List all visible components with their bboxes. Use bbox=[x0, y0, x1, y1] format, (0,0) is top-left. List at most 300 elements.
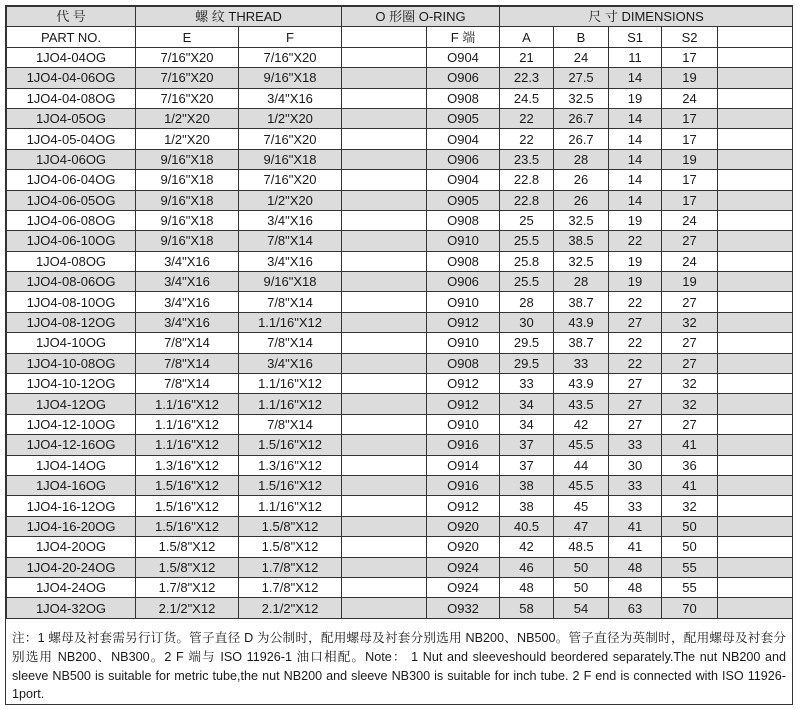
thread-e-cell: 1.7/8"X12 bbox=[136, 577, 239, 597]
dim-b-cell: 32.5 bbox=[554, 88, 609, 108]
part-no-cell: 1JO4-12OG bbox=[7, 394, 136, 414]
thread-f-cell: 1.1/16"X12 bbox=[239, 374, 342, 394]
f-end-cell: O912 bbox=[427, 312, 500, 332]
blank-cell bbox=[718, 190, 793, 210]
blank-cell bbox=[342, 394, 427, 414]
dim-a-cell: 33 bbox=[500, 374, 554, 394]
table-row bbox=[7, 435, 793, 455]
dim-s2-cell: 32 bbox=[662, 312, 718, 332]
dim-b-cell: 26.7 bbox=[554, 129, 609, 149]
dim-b-cell: 24 bbox=[554, 47, 609, 67]
thread-e-cell: 7/16"X20 bbox=[136, 68, 239, 88]
dim-s1-cell: 19 bbox=[609, 210, 662, 230]
thread-f-cell: 1.3/16"X12 bbox=[239, 455, 342, 475]
blank-cell bbox=[342, 537, 427, 557]
f-end-cell: O905 bbox=[427, 190, 500, 210]
table-row bbox=[7, 353, 793, 373]
table-row bbox=[7, 496, 793, 516]
spec-sheet bbox=[5, 5, 793, 705]
dim-s2-cell: 70 bbox=[662, 598, 718, 618]
dim-s1-cell: 48 bbox=[609, 557, 662, 577]
dim-s2-cell: 17 bbox=[662, 129, 718, 149]
part-no-cell: 1JO4-04-06OG bbox=[7, 68, 136, 88]
part-no-cell: 1JO4-12-10OG bbox=[7, 414, 136, 434]
table-row bbox=[7, 251, 793, 271]
dim-b-cell: 45.5 bbox=[554, 435, 609, 455]
thread-e-cell: 1/2"X20 bbox=[136, 129, 239, 149]
dim-s1-cell: 30 bbox=[609, 455, 662, 475]
part-no-cell: 1JO4-14OG bbox=[7, 455, 136, 475]
table-row bbox=[7, 414, 793, 434]
part-no-cell: 1JO4-24OG bbox=[7, 577, 136, 597]
dim-s1-cell: 22 bbox=[609, 333, 662, 353]
dim-a-cell: 46 bbox=[500, 557, 554, 577]
thread-f-cell: 7/16"X20 bbox=[239, 170, 342, 190]
table-row bbox=[7, 190, 793, 210]
dim-s1-cell: 48 bbox=[609, 577, 662, 597]
blank-cell bbox=[342, 353, 427, 373]
part-no-cell: 1JO4-16OG bbox=[7, 475, 136, 495]
header-part-no: PART NO. bbox=[7, 27, 136, 47]
thread-f-cell: 1/2"X20 bbox=[239, 108, 342, 128]
thread-e-cell: 1/2"X20 bbox=[136, 108, 239, 128]
part-no-cell: 1JO4-05-04OG bbox=[7, 129, 136, 149]
dim-s2-cell: 41 bbox=[662, 435, 718, 455]
blank-cell bbox=[718, 496, 793, 516]
thread-e-cell: 3/4"X16 bbox=[136, 292, 239, 312]
thread-f-cell: 1.7/8"X12 bbox=[239, 557, 342, 577]
dim-s1-cell: 14 bbox=[609, 190, 662, 210]
thread-e-cell: 3/4"X16 bbox=[136, 272, 239, 292]
part-no-cell: 1JO4-16-20OG bbox=[7, 516, 136, 536]
dim-a-cell: 22 bbox=[500, 129, 554, 149]
blank-cell bbox=[342, 374, 427, 394]
table-row bbox=[7, 47, 793, 67]
blank-cell bbox=[718, 577, 793, 597]
dim-s1-cell: 19 bbox=[609, 251, 662, 271]
dim-b-cell: 32.5 bbox=[554, 210, 609, 230]
thread-e-cell: 7/8"X14 bbox=[136, 374, 239, 394]
thread-f-cell: 1.1/16"X12 bbox=[239, 394, 342, 414]
dim-s2-cell: 50 bbox=[662, 537, 718, 557]
blank-cell bbox=[718, 129, 793, 149]
dim-a-cell: 22.8 bbox=[500, 190, 554, 210]
thread-f-cell: 1.1/16"X12 bbox=[239, 496, 342, 516]
blank-cell bbox=[718, 88, 793, 108]
dim-b-cell: 26.7 bbox=[554, 108, 609, 128]
dim-s2-cell: 19 bbox=[662, 68, 718, 88]
dim-a-cell: 29.5 bbox=[500, 333, 554, 353]
dim-s1-cell: 27 bbox=[609, 374, 662, 394]
f-end-cell: O908 bbox=[427, 251, 500, 271]
blank-cell bbox=[718, 292, 793, 312]
dim-b-cell: 43.5 bbox=[554, 394, 609, 414]
dim-a-cell: 58 bbox=[500, 598, 554, 618]
blank-cell bbox=[342, 414, 427, 434]
blank-cell bbox=[342, 577, 427, 597]
thread-e-cell: 1.3/16"X12 bbox=[136, 455, 239, 475]
thread-e-cell: 1.5/16"X12 bbox=[136, 475, 239, 495]
part-no-cell: 1JO4-20-24OG bbox=[7, 557, 136, 577]
blank-cell bbox=[342, 292, 427, 312]
dim-s2-cell: 24 bbox=[662, 251, 718, 271]
f-end-cell: O908 bbox=[427, 88, 500, 108]
dim-a-cell: 22.3 bbox=[500, 68, 554, 88]
thread-f-cell: 3/4"X16 bbox=[239, 251, 342, 271]
dim-s1-cell: 14 bbox=[609, 68, 662, 88]
blank-cell bbox=[342, 557, 427, 577]
dim-b-cell: 48.5 bbox=[554, 537, 609, 557]
table-row bbox=[7, 108, 793, 128]
table-row bbox=[7, 129, 793, 149]
thread-f-cell: 1.7/8"X12 bbox=[239, 577, 342, 597]
dim-s1-cell: 33 bbox=[609, 475, 662, 495]
table-row bbox=[7, 598, 793, 618]
thread-f-cell: 1/2"X20 bbox=[239, 190, 342, 210]
dim-a-cell: 25.5 bbox=[500, 231, 554, 251]
blank-cell bbox=[342, 455, 427, 475]
blank-cell bbox=[342, 272, 427, 292]
part-no-cell: 1JO4-20OG bbox=[7, 537, 136, 557]
dim-s2-cell: 24 bbox=[662, 88, 718, 108]
dim-b-cell: 45 bbox=[554, 496, 609, 516]
dim-s1-cell: 22 bbox=[609, 292, 662, 312]
dim-a-cell: 23.5 bbox=[500, 149, 554, 169]
f-end-cell: O932 bbox=[427, 598, 500, 618]
blank-cell bbox=[342, 435, 427, 455]
table-row bbox=[7, 537, 793, 557]
dim-s1-cell: 22 bbox=[609, 231, 662, 251]
blank-cell bbox=[718, 557, 793, 577]
thread-e-cell: 7/16"X20 bbox=[136, 88, 239, 108]
dim-a-cell: 25 bbox=[500, 210, 554, 230]
thread-e-cell: 9/16"X18 bbox=[136, 231, 239, 251]
thread-e-cell: 3/4"X16 bbox=[136, 251, 239, 271]
table-row bbox=[7, 394, 793, 414]
header-blank bbox=[342, 27, 427, 47]
dim-a-cell: 42 bbox=[500, 537, 554, 557]
dim-s2-cell: 17 bbox=[662, 170, 718, 190]
part-no-cell: 1JO4-12-16OG bbox=[7, 435, 136, 455]
part-no-cell: 1JO4-06-04OG bbox=[7, 170, 136, 190]
table-row bbox=[7, 149, 793, 169]
table-row bbox=[7, 333, 793, 353]
table-row bbox=[7, 516, 793, 536]
dim-a-cell: 38 bbox=[500, 475, 554, 495]
blank-cell bbox=[342, 190, 427, 210]
dim-s2-cell: 27 bbox=[662, 231, 718, 251]
dim-b-cell: 26 bbox=[554, 190, 609, 210]
blank-cell bbox=[342, 475, 427, 495]
dim-a-cell: 34 bbox=[500, 394, 554, 414]
dim-s1-cell: 14 bbox=[609, 108, 662, 128]
blank-cell bbox=[342, 496, 427, 516]
dim-a-cell: 29.5 bbox=[500, 353, 554, 373]
header-a: A bbox=[500, 27, 554, 47]
dim-s1-cell: 22 bbox=[609, 353, 662, 373]
thread-e-cell: 2.1/2"X12 bbox=[136, 598, 239, 618]
f-end-cell: O914 bbox=[427, 455, 500, 475]
f-end-cell: O912 bbox=[427, 496, 500, 516]
table-row bbox=[7, 231, 793, 251]
thread-f-cell: 3/4"X16 bbox=[239, 210, 342, 230]
header-e: E bbox=[136, 27, 239, 47]
f-end-cell: O910 bbox=[427, 231, 500, 251]
table-row bbox=[7, 374, 793, 394]
dim-b-cell: 45.5 bbox=[554, 475, 609, 495]
part-no-cell: 1JO4-10-08OG bbox=[7, 353, 136, 373]
dim-b-cell: 32.5 bbox=[554, 251, 609, 271]
header-b: B bbox=[554, 27, 609, 47]
part-no-cell: 1JO4-06-10OG bbox=[7, 231, 136, 251]
part-no-cell: 1JO4-16-12OG bbox=[7, 496, 136, 516]
part-no-cell: 1JO4-04-08OG bbox=[7, 88, 136, 108]
blank-cell bbox=[342, 149, 427, 169]
blank-cell bbox=[718, 108, 793, 128]
dim-s1-cell: 33 bbox=[609, 435, 662, 455]
thread-e-cell: 1.5/8"X12 bbox=[136, 537, 239, 557]
blank-cell bbox=[718, 312, 793, 332]
blank-cell bbox=[718, 598, 793, 618]
table-row bbox=[7, 577, 793, 597]
f-end-cell: O910 bbox=[427, 333, 500, 353]
thread-f-cell: 7/8"X14 bbox=[239, 414, 342, 434]
blank-cell bbox=[718, 251, 793, 271]
dim-s2-cell: 32 bbox=[662, 374, 718, 394]
header-f: F bbox=[239, 27, 342, 47]
dim-s2-cell: 55 bbox=[662, 557, 718, 577]
part-no-cell: 1JO4-10OG bbox=[7, 333, 136, 353]
table-row bbox=[7, 455, 793, 475]
thread-e-cell: 3/4"X16 bbox=[136, 312, 239, 332]
blank-cell bbox=[718, 394, 793, 414]
blank-cell bbox=[342, 312, 427, 332]
dim-b-cell: 26 bbox=[554, 170, 609, 190]
dim-a-cell: 34 bbox=[500, 414, 554, 434]
dimensions-table bbox=[6, 6, 793, 619]
part-no-cell: 1JO4-05OG bbox=[7, 108, 136, 128]
header-oring: O 形圈 O-RING bbox=[342, 7, 500, 27]
blank-cell bbox=[718, 231, 793, 251]
header-s1: S1 bbox=[609, 27, 662, 47]
thread-e-cell: 9/16"X18 bbox=[136, 170, 239, 190]
dim-s2-cell: 32 bbox=[662, 394, 718, 414]
dim-b-cell: 54 bbox=[554, 598, 609, 618]
dim-a-cell: 22.8 bbox=[500, 170, 554, 190]
dim-b-cell: 47 bbox=[554, 516, 609, 536]
f-end-cell: O916 bbox=[427, 435, 500, 455]
dim-s2-cell: 50 bbox=[662, 516, 718, 536]
blank-cell bbox=[342, 333, 427, 353]
blank-cell bbox=[718, 353, 793, 373]
header-row-top bbox=[7, 7, 793, 27]
dim-b-cell: 44 bbox=[554, 455, 609, 475]
f-end-cell: O924 bbox=[427, 557, 500, 577]
dim-s2-cell: 27 bbox=[662, 333, 718, 353]
thread-e-cell: 9/16"X18 bbox=[136, 149, 239, 169]
dim-b-cell: 50 bbox=[554, 557, 609, 577]
footnote: 注：1 螺母及衬套需另行订货。管子直径 D 为公制时，配用螺母及衬套分别选用 NB200、NB500。管子直径为英制时，配用螺母及衬套分别选用 NB200、NB300。2 F 端与 ISO 11926-1 油口相配。Note： 1 Nut and sleeveshould beordered separately.The nut NB200 and sleeve NB500 is suitable for metric tube,the nut NB200 and sleeve NB300 is suitable for inch tube. 2 F end is connected with ISO 11926-1port. bbox=[12, 631, 786, 702]
header-blank bbox=[718, 27, 793, 47]
f-end-cell: O910 bbox=[427, 414, 500, 434]
table-row bbox=[7, 170, 793, 190]
dim-s2-cell: 17 bbox=[662, 190, 718, 210]
table-row bbox=[7, 88, 793, 108]
blank-cell bbox=[342, 210, 427, 230]
blank-cell bbox=[718, 537, 793, 557]
dim-s2-cell: 24 bbox=[662, 210, 718, 230]
thread-f-cell: 3/4"X16 bbox=[239, 353, 342, 373]
dim-s1-cell: 33 bbox=[609, 496, 662, 516]
thread-f-cell: 1.5/16"X12 bbox=[239, 435, 342, 455]
dim-s1-cell: 19 bbox=[609, 88, 662, 108]
dim-s2-cell: 55 bbox=[662, 577, 718, 597]
header-dimensions: 尺 寸 DIMENSIONS bbox=[500, 7, 793, 27]
dim-s1-cell: 63 bbox=[609, 598, 662, 618]
thread-e-cell: 1.1/16"X12 bbox=[136, 414, 239, 434]
thread-f-cell: 1.5/16"X12 bbox=[239, 475, 342, 495]
dim-s2-cell: 19 bbox=[662, 149, 718, 169]
blank-cell bbox=[342, 231, 427, 251]
thread-e-cell: 1.5/16"X12 bbox=[136, 496, 239, 516]
dim-a-cell: 38 bbox=[500, 496, 554, 516]
blank-cell bbox=[342, 516, 427, 536]
part-no-cell: 1JO4-10-12OG bbox=[7, 374, 136, 394]
dim-b-cell: 33 bbox=[554, 353, 609, 373]
blank-cell bbox=[718, 272, 793, 292]
part-no-cell: 1JO4-08-12OG bbox=[7, 312, 136, 332]
blank-cell bbox=[718, 333, 793, 353]
dim-a-cell: 22 bbox=[500, 108, 554, 128]
f-end-cell: O912 bbox=[427, 394, 500, 414]
thread-e-cell: 9/16"X18 bbox=[136, 210, 239, 230]
part-no-cell: 1JO4-08-10OG bbox=[7, 292, 136, 312]
dim-s1-cell: 27 bbox=[609, 394, 662, 414]
dim-s2-cell: 32 bbox=[662, 496, 718, 516]
dim-a-cell: 24.5 bbox=[500, 88, 554, 108]
f-end-cell: O920 bbox=[427, 537, 500, 557]
dim-s1-cell: 27 bbox=[609, 312, 662, 332]
dim-b-cell: 50 bbox=[554, 577, 609, 597]
dim-s1-cell: 14 bbox=[609, 149, 662, 169]
table-row bbox=[7, 292, 793, 312]
dim-b-cell: 38.5 bbox=[554, 231, 609, 251]
thread-f-cell: 3/4"X16 bbox=[239, 88, 342, 108]
header-thread: 螺 纹 THREAD bbox=[136, 7, 342, 27]
dim-s1-cell: 14 bbox=[609, 129, 662, 149]
dim-a-cell: 21 bbox=[500, 47, 554, 67]
dim-a-cell: 25.8 bbox=[500, 251, 554, 271]
dim-s1-cell: 27 bbox=[609, 414, 662, 434]
thread-e-cell: 1.5/8"X12 bbox=[136, 557, 239, 577]
thread-f-cell: 1.5/8"X12 bbox=[239, 537, 342, 557]
thread-e-cell: 1.1/16"X12 bbox=[136, 435, 239, 455]
dim-s2-cell: 27 bbox=[662, 414, 718, 434]
dim-s1-cell: 11 bbox=[609, 47, 662, 67]
f-end-cell: O905 bbox=[427, 108, 500, 128]
blank-cell bbox=[718, 210, 793, 230]
f-end-cell: O904 bbox=[427, 47, 500, 67]
f-end-cell: O916 bbox=[427, 475, 500, 495]
dim-s2-cell: 27 bbox=[662, 292, 718, 312]
thread-e-cell: 7/8"X14 bbox=[136, 353, 239, 373]
blank-cell bbox=[342, 598, 427, 618]
header-row-sub bbox=[7, 27, 793, 47]
dim-a-cell: 25.5 bbox=[500, 272, 554, 292]
blank-cell bbox=[342, 68, 427, 88]
thread-f-cell: 7/8"X14 bbox=[239, 333, 342, 353]
dim-s2-cell: 36 bbox=[662, 455, 718, 475]
dim-b-cell: 38.7 bbox=[554, 333, 609, 353]
f-end-cell: O906 bbox=[427, 68, 500, 88]
blank-cell bbox=[718, 374, 793, 394]
f-end-cell: O904 bbox=[427, 170, 500, 190]
dim-s2-cell: 19 bbox=[662, 272, 718, 292]
blank-cell bbox=[342, 108, 427, 128]
blank-cell bbox=[718, 414, 793, 434]
table-row bbox=[7, 272, 793, 292]
thread-e-cell: 7/8"X14 bbox=[136, 333, 239, 353]
thread-e-cell: 1.1/16"X12 bbox=[136, 394, 239, 414]
thread-f-cell: 1.1/16"X12 bbox=[239, 312, 342, 332]
dim-s2-cell: 27 bbox=[662, 353, 718, 373]
dim-a-cell: 37 bbox=[500, 435, 554, 455]
table-row bbox=[7, 312, 793, 332]
dim-a-cell: 40.5 bbox=[500, 516, 554, 536]
dim-b-cell: 38.7 bbox=[554, 292, 609, 312]
f-end-cell: O924 bbox=[427, 577, 500, 597]
dim-s1-cell: 19 bbox=[609, 272, 662, 292]
f-end-cell: O908 bbox=[427, 210, 500, 230]
thread-f-cell: 9/16"X18 bbox=[239, 272, 342, 292]
table-row bbox=[7, 475, 793, 495]
dim-a-cell: 48 bbox=[500, 577, 554, 597]
blank-cell bbox=[718, 435, 793, 455]
blank-cell bbox=[342, 170, 427, 190]
blank-cell bbox=[718, 516, 793, 536]
header-s2: S2 bbox=[662, 27, 718, 47]
thread-f-cell: 9/16"X18 bbox=[239, 149, 342, 169]
dim-a-cell: 30 bbox=[500, 312, 554, 332]
table-row bbox=[7, 557, 793, 577]
thread-f-cell: 7/16"X20 bbox=[239, 129, 342, 149]
table-row bbox=[7, 68, 793, 88]
blank-cell bbox=[718, 68, 793, 88]
part-no-cell: 1JO4-32OG bbox=[7, 598, 136, 618]
f-end-cell: O912 bbox=[427, 374, 500, 394]
f-end-cell: O906 bbox=[427, 149, 500, 169]
f-end-cell: O920 bbox=[427, 516, 500, 536]
f-end-cell: O908 bbox=[427, 353, 500, 373]
f-end-cell: O904 bbox=[427, 129, 500, 149]
dim-s2-cell: 17 bbox=[662, 47, 718, 67]
part-no-cell: 1JO4-08OG bbox=[7, 251, 136, 271]
dim-s2-cell: 17 bbox=[662, 108, 718, 128]
blank-cell bbox=[342, 251, 427, 271]
thread-f-cell: 1.5/8"X12 bbox=[239, 516, 342, 536]
blank-cell bbox=[718, 455, 793, 475]
thread-f-cell: 7/16"X20 bbox=[239, 47, 342, 67]
dim-b-cell: 43.9 bbox=[554, 312, 609, 332]
blank-cell bbox=[342, 47, 427, 67]
dim-a-cell: 37 bbox=[500, 455, 554, 475]
f-end-cell: O910 bbox=[427, 292, 500, 312]
blank-cell bbox=[718, 47, 793, 67]
dim-b-cell: 28 bbox=[554, 149, 609, 169]
thread-f-cell: 7/8"X14 bbox=[239, 292, 342, 312]
dim-s2-cell: 41 bbox=[662, 475, 718, 495]
part-no-cell: 1JO4-08-06OG bbox=[7, 272, 136, 292]
